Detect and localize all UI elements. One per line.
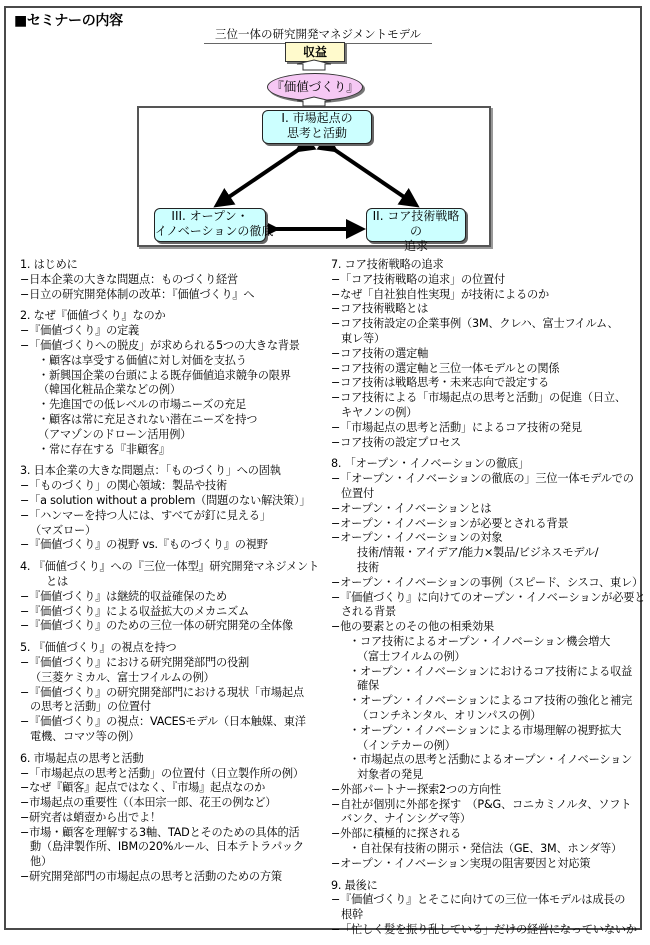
outline-item: ・先進国での低レベルの市場ニーズの充足 [38, 398, 247, 412]
outline-item: −コア技術戦略とは [331, 302, 429, 316]
outline-section [20, 560, 320, 634]
section-heading: 9. 最後に [331, 878, 378, 892]
outline-left-column [20, 258, 320, 892]
outline-item: とは [46, 574, 68, 588]
outline-item: −なぜ『顧客』起点ではなく、『市場』起点なのか [20, 781, 266, 795]
outline-item: −外部パートナー探索2つの方向性 [331, 782, 501, 796]
outline-item: −「価値づくりへの脱皮」が求められる5つの大きな背景 [20, 338, 300, 352]
outline-item: −コア技術による「市場起点の思考と活動」の促進（日立、 [331, 391, 626, 405]
outline-item: −コア技術の選定軸と三位一体モデルとの関係 [331, 361, 560, 375]
section-heading: 4. 『価値づくり』への『三位一体型』研究開発マネジメント [20, 560, 319, 574]
outline-right-column [331, 258, 646, 945]
outline-item: −なぜ「自社独自性実現」が技術によるのか [331, 287, 549, 301]
outline-item: −オープン・イノベーション実現の阻害要因と対応策 [331, 856, 591, 870]
node-open-innovation [154, 208, 274, 242]
section-heading: 7. コア技術戦略の追求 [331, 258, 444, 271]
outline-item: 位置付 [341, 486, 374, 500]
outline-item: （インテカーの例） [357, 738, 456, 752]
outline-item: −『価値づくり』の研究開発部門における現状「市場起点 [20, 685, 304, 699]
node-label: 追求 [403, 239, 428, 253]
section-heading: 3. 日本企業の大きな問題点：「ものづくり」への固執 [20, 464, 281, 478]
outline-item: −『価値づくり』に向けてのオープン・イノベーションが必要と [331, 590, 646, 604]
outline-item: ・オープン・イノベーションによるコア技術の強化と補完 [349, 694, 633, 708]
outline-item: ・コア技術によるオープン・イノベーション機会増大 [349, 634, 611, 648]
outline-item: −市場・顧客を理解する3軸、TADとそのための具体的活 [20, 825, 300, 839]
node-label: III. オープン・ [171, 209, 249, 223]
outline-item: ・オープン・イノベーションにおけるコア技術による収益 [349, 664, 633, 678]
outline-item: −『価値づくり』による収益拡大のメカニズム [20, 604, 249, 618]
outline-item: （富士フイルムの例） [357, 649, 466, 663]
outline-item: ・顧客は享受する価値に対し対価を支払う [38, 353, 247, 367]
outline-item: （アマゾンのドローン活用例） [38, 427, 192, 441]
outline-item: −「ハンマーを持つ人には、すべてが釘に見える」 [20, 508, 271, 522]
outline-item: −「忙しく髪を振り乱している」だけの経営になっていないか [331, 923, 637, 937]
outline-item: 技術/情報・アイデア/能力×製品/ビジネスモデル/ [357, 546, 599, 560]
outline-item: 動（島津製作所、IBMの20%ルール、日本テトラパック [30, 840, 304, 854]
outline-item: 他） [30, 855, 52, 869]
outline-item: −「オープン・イノベーションの徹底の」三位一体モデルでの [331, 472, 634, 486]
section-heading: 8. 「オープン・イノベーションの徹底」 [331, 457, 529, 471]
outline-item: バンク、ナインシグマ等） [341, 812, 471, 826]
outline-item: −コア技術は戦略思考・未来志向で設定する [331, 376, 549, 390]
outline-item: −「ものづくり」の関心領域：製品や技術 [20, 479, 227, 493]
outline-item: −自社が個別に外部を探す （P&G、コニカミノルタ、ソフト [331, 797, 632, 811]
outline-item: （韓国化粧品企業などの例） [38, 383, 181, 397]
outline-item: （コンチネンタル、オリンパスの例） [357, 708, 542, 722]
outline-item: −『価値づくり』は継続的収益確保のため [20, 589, 227, 603]
diagram-title: 三位一体の研究開発マネジメントモデル [204, 26, 432, 44]
outline-section [20, 309, 320, 457]
outline-item: ・新興国企業の台頭による既存価値追求競争の限界 [38, 368, 291, 382]
outline-item: −『価値づくり』とそこに向けての三位一体モデルは成長の [331, 893, 626, 907]
outline-item: される背景 [341, 605, 396, 619]
node-label: II. コア技術戦略の [372, 209, 460, 238]
outline-item: ・常に存在する『非顧客』 [38, 442, 170, 456]
outline-item: −市場起点の重要性（（本田宗一郎、花王の例など） [20, 796, 277, 810]
section-heading: 1. はじめに [20, 258, 78, 271]
outline-item: （三菱ケミカル、富士フイルムの例） [30, 670, 215, 684]
outline-section [20, 258, 320, 302]
outline-item: −他の要素とのその他の相乗効果 [331, 620, 494, 634]
profit-box: 収益 [285, 42, 345, 62]
outline-item: −コア技術の設定プロセス [331, 435, 462, 449]
outline-section [20, 464, 320, 553]
outline-item: −「市場起点の思考と活動」の位置付（日立製作所の例） [20, 766, 304, 780]
outline-item: 対象者の発見 [357, 768, 423, 782]
outline-item: 確保 [357, 679, 379, 693]
value-creation-ellipse: 『価値づくり』 [267, 73, 363, 101]
section-heading: 2. なぜ『価値づくり』なのか [20, 309, 166, 323]
section-heading: 6. 市場起点の思考と活動 [20, 751, 144, 765]
outline-section [20, 752, 320, 885]
outline-item: −『価値づくり』の定義 [20, 324, 140, 338]
outline-item: の思考と活動」の位置付 [30, 700, 151, 714]
outline-section [331, 879, 636, 938]
outline-item: −「コア技術戦略の追求」の位置付 [331, 272, 505, 286]
outline-item: （マズロー） [30, 523, 96, 537]
outline-item: −外部に積極的に探される [331, 827, 462, 841]
outline-item: ・顧客は常に充足されない潜在ニーズを持つ [38, 412, 258, 426]
outline-item: 技術 [357, 560, 379, 574]
outline-item: −オープン・イノベーションが必要とされる背景 [331, 516, 569, 530]
outline-item: −日本企業の大きな問題点：ものづくり経営 [20, 272, 238, 286]
outline-item: ・自社保有技術の開示・発信法（GE、3M、ホンダ等） [349, 842, 622, 856]
outline-item: 根幹 [341, 908, 363, 922]
outline-section [331, 457, 646, 871]
section-heading: 5. 『価値づくり』の視点を持つ [20, 641, 177, 655]
outline-item: キヤノンの例） [341, 405, 418, 419]
outline-item: 東レ等） [341, 331, 385, 345]
outline-item: −『価値づくり』の視点：VACESモデル（日本触媒、東洋 [20, 715, 306, 729]
outline-item: −コア技術の選定軸 [331, 346, 429, 360]
outline-item: −オープン・イノベーションの対象 [331, 531, 503, 545]
outline-item: −オープン・イノベーションとは [331, 501, 492, 515]
outline-item: ・オープン・イノベーションによる市場理解の視野拡大 [349, 723, 622, 737]
outline-section [331, 258, 636, 450]
outline-item: −研究開発部門の市場起点の思考と活動のための方策 [20, 870, 282, 884]
outline-item: −コア技術設定の企業事例（3M、クレハ、富士フイルム、 [331, 317, 619, 331]
node-label: I. 市場起点の [281, 111, 353, 125]
page-title: ■セミナーの内容 [14, 13, 123, 29]
node-market-driven [262, 110, 372, 144]
outline-section [20, 641, 320, 745]
outline-item: −「a solution without a problem（問題のない解決策）」 [20, 493, 311, 507]
outline-item: −『価値づくり』の視野 vs.『ものづくり』の視野 [20, 538, 268, 552]
node-label: イノベーションの徹底 [155, 224, 274, 238]
outline-item: ・市場起点の思考と活動によるオープン・イノベーション [349, 753, 633, 767]
outline-item: 電機、コマツ等の例） [30, 729, 140, 743]
outline-item: −『価値づくり』における研究開発部門の役割 [20, 655, 249, 669]
outline-item: −研究者は蛸壺から出でよ！ [20, 810, 162, 824]
node-label: 思考と活動 [286, 126, 347, 140]
node-core-technology [366, 208, 466, 253]
outline-item: −『価値づくり』のための三位一体の研究開発の全体像 [20, 619, 293, 633]
outline-item: −「市場起点の思考と活動」によるコア技術の発見 [331, 420, 582, 434]
outline-item: −オープン・イノベーションの事例（スピード、シスコ、東レ） [331, 575, 644, 589]
outline-item: −日立の研究開発体制の改革：『価値づくり』へ [20, 287, 255, 301]
